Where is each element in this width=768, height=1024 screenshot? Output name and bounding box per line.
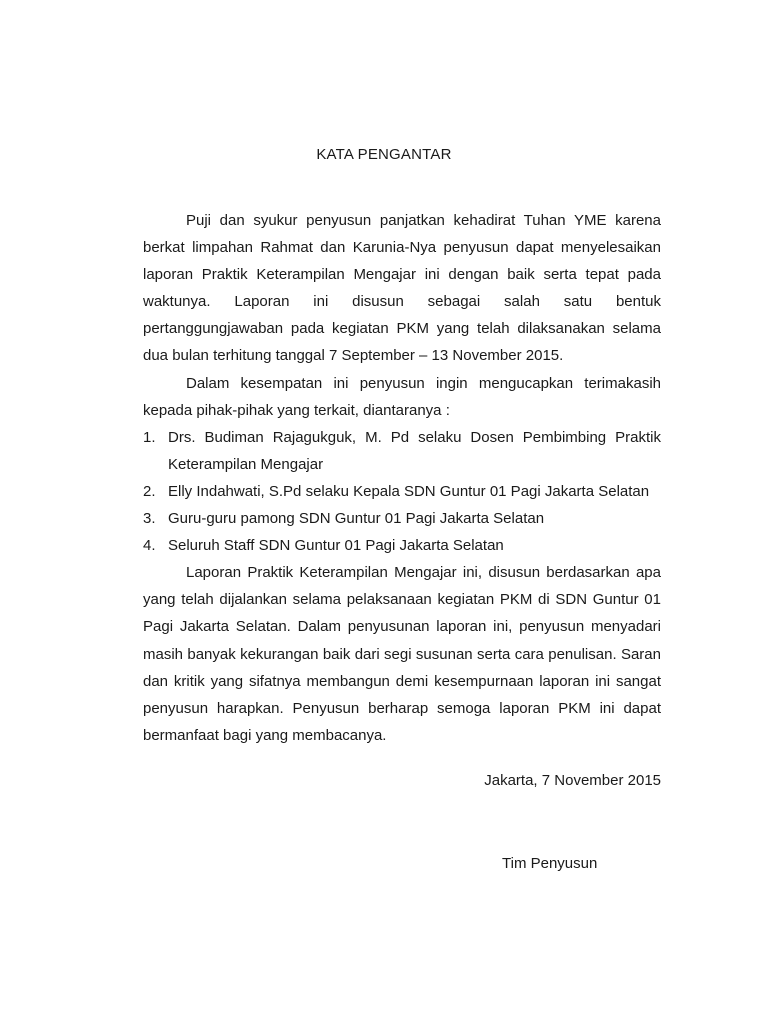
document-body [143,207,661,749]
list-item-text: Guru-guru pamong SDN Guntur 01 Pagi Jakarta Selatan [168,510,545,528]
paragraph-thanks: Dalam kesempatan ini penyusun ingin mengucapkan terimakasih kepada pihak-pihak yang terkait, diantaranya : [143,374,661,419]
list-item [143,505,661,532]
signatory: Tim Penyusun [502,855,598,872]
list-item-number: 4. [143,537,156,555]
list-item-text: Drs. Budiman Rajagukguk, M. Pd selaku Dosen Pembimbing Praktik Keterampilan Mengajar [168,428,661,473]
list-item [143,532,661,559]
page-title: KATA PENGANTAR [316,146,452,163]
list-item-number: 1. [143,428,156,446]
list-item [143,478,661,505]
list-item-text: Elly Indahwati, S.Pd selaku Kepala SDN Guntur 01 Pagi Jakarta Selatan [168,482,650,500]
paragraph-intro: Puji dan syukur penyusun panjatkan kehadirat Tuhan YME karena berkat limpahan Rahmat dan Karunia-Nya penyusun dapat menyelesaikan laporan Praktik Keterampilan Mengajar ini dengan baik serta tepat pada waktunya. Laporan ini disusun sebagai salah satu bentuk pertanggungjawaban pada kegiatan PKM yang telah dilaksanakan selama dua bulan terhitung tanggal 7 September – 13 November 2015. [143,212,661,365]
list-item-text: Seluruh Staff SDN Guntur 01 Pagi Jakarta Selatan [168,537,504,555]
place-date: Jakarta, 7 November 2015 [484,772,661,789]
acknowledgement-list [143,424,661,559]
paragraph-closing: Laporan Praktik Keterampilan Mengajar ini, disusun berdasarkan apa yang telah dijalankan selama pelaksanaan kegiatan PKM di SDN Guntur 01 Pagi Jakarta Selatan. Dalam penyusunan laporan ini, penyusun menyadari masih banyak kekurangan baik dari segi susunan serta cara penulisan. Saran dan kritik yang sifatnya membangun demi kesempurnaan laporan ini sangat penyusun harapkan. Penyusun berharap semoga laporan PKM ini dapat bermanfaat bagi yang membacanya. [143,564,661,744]
list-item-number: 2. [143,482,156,500]
list-item [143,424,661,478]
list-item-number: 3. [143,510,156,528]
